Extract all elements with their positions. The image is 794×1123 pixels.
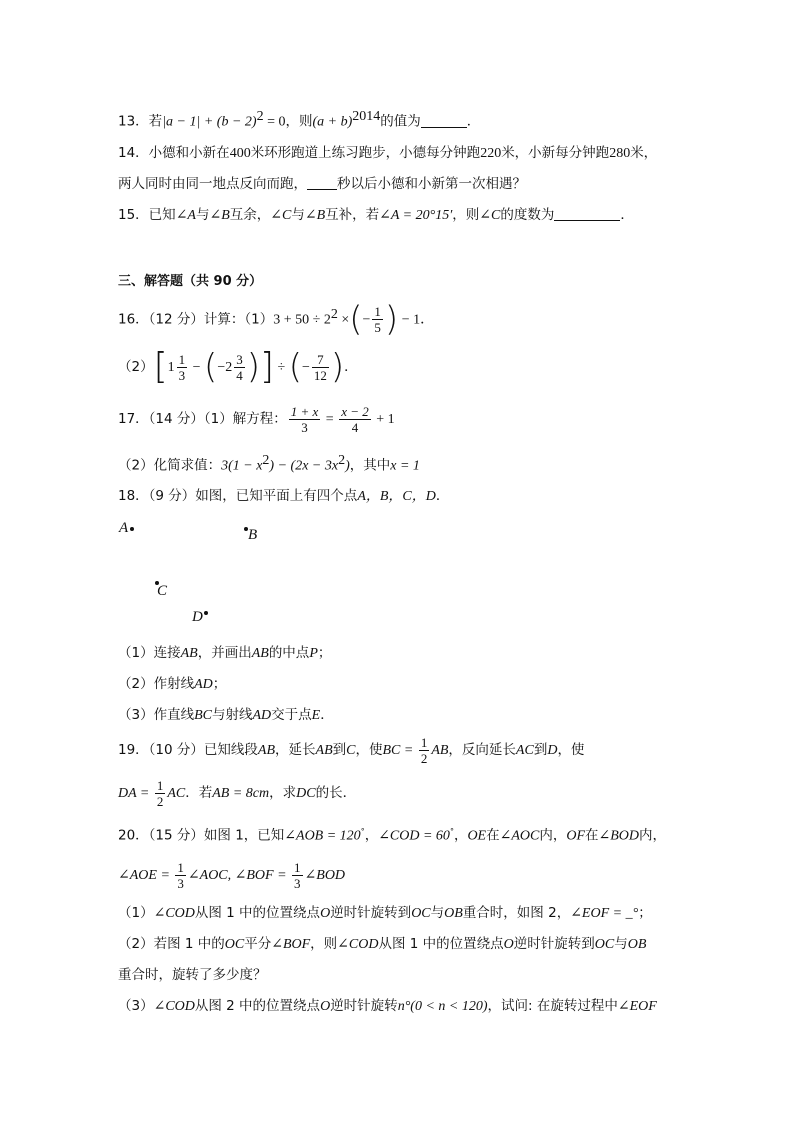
fraction: $\frac{1}{3}$ xyxy=(294,859,301,891)
section-heading: 三、解答题（共 90 分） xyxy=(118,274,263,289)
question-13: 13．若$|a - 1| + (b - 2)^2 = 0$，则$(a + b)^{2014}$的值为 ． xyxy=(118,109,481,130)
point-label-a: A xyxy=(119,520,129,536)
right-bracket: ] xyxy=(259,346,275,387)
question-19-line2: DA = $\frac{1}{2}$ AC．若AB = 8cm，求DC的长． xyxy=(118,777,357,809)
question-20-step3: （3）∠COD从图 2 中的位置绕点O逆时针旋转n°(0 < n < 120)，试问: 在旋转过程中∠EOF xyxy=(118,998,657,1014)
fraction: $\frac{1}{3}$ xyxy=(178,351,186,383)
fraction: $\frac{1}{3}$ xyxy=(177,859,184,891)
fraction: $\frac{1 + x}{3}$ xyxy=(290,403,319,435)
point-label-c: C xyxy=(157,583,168,599)
question-18-step2: （2）作射线AD； xyxy=(118,676,227,692)
question-16-part2: （2）[1 $\frac{1}{3}$ − (−2 $\frac{3}{4}$ )] ÷ (− $\frac{7}{12}$ )． xyxy=(118,346,358,387)
question-18-step3: （3）作直线BC与射线AD交于点E． xyxy=(118,707,334,723)
question-17-part1: 17．（14 分）（1）解方程： $\frac{1 + x}{3}$ = $\frac{x - 2}{4}$ + 1 xyxy=(118,403,395,435)
question-20-step2: （2）若图 1 中的OC平分∠BOF，则∠COD从图 1 中的位置绕点O逆时针旋转到OC与OB xyxy=(118,936,647,952)
question-20-step2-cont: 重合时，旋转了多少度？ xyxy=(118,967,267,983)
fraction: $\frac{1}{5}$ xyxy=(374,304,381,335)
left-paren: ( xyxy=(204,347,218,387)
question-16-part1: 16．（12 分）计算：$(1)3 + 50 \div 2^2$ ×(− $\frac{1}{5}$ ) − 1． xyxy=(118,299,435,340)
right-paren: ) xyxy=(384,299,399,340)
left-bracket: [ xyxy=(153,346,168,387)
question-18: 18．（9 分）如图，已知平面上有四个点A，B，C，D． xyxy=(118,488,450,504)
answer-blank[interactable] xyxy=(554,206,620,221)
question-18-step1: （1）连接AB，并画出AB的中点P； xyxy=(118,645,332,661)
question-20-line1: 20．（15 分）如图 1，已知∠AOB = 120°，∠COD = 60°，OE在∠AOC内，OF在∠BOD内， xyxy=(118,827,667,844)
fraction: $\frac{7}{12}$ xyxy=(313,351,327,383)
point-d-dot xyxy=(204,611,208,615)
left-paren: ( xyxy=(288,347,302,387)
question-14-line1: 14．小德和小新在400米环形跑道上练习跑步，小德每分钟跑220米，小新每分钟跑280米， xyxy=(118,145,658,161)
right-paren: ) xyxy=(330,347,345,387)
answer-blank[interactable] xyxy=(421,113,467,128)
fraction: $\frac{1}{2}$ xyxy=(420,734,428,766)
question-20-step1: （1）∠COD从图 1 中的位置绕点O逆时针旋转到OC与OB重合时，如图 2，∠EOF = _°； xyxy=(118,905,652,921)
point-label-d: D xyxy=(192,609,203,625)
fraction: $\frac{3}{4}$ xyxy=(236,351,243,383)
question-15: 15．已知∠A与∠B互余，∠C与∠B互补，若∠A = 20°15′，则∠C的度数为 ． xyxy=(118,207,634,223)
question-19-line1: 19．（10 分）已知线段AB，延长AB到C，使BC = $\frac{1}{2}$ AB，反向延长AC到D，使 xyxy=(118,734,585,766)
point-a-dot xyxy=(130,527,134,531)
fraction: $\frac{1}{2}$ xyxy=(156,777,164,809)
answer-blank[interactable] xyxy=(307,175,337,190)
fraction: $\frac{x - 2}{4}$ xyxy=(341,403,369,435)
question-20-line2: ∠AOE = $\frac{1}{3}$ ∠AOC, ∠BOF = $\frac{1}{3}$ ∠BOD xyxy=(118,859,346,891)
question-14-line2: 两人同时由同一地点反向而跑， 秒以后小德和小新第一次相遇？ xyxy=(118,176,526,192)
left-paren: ( xyxy=(349,299,363,340)
question-17-part2: （2）化简求值：$3(1 - x^2) - (2x - 3x^2)$，其中x = 1 xyxy=(118,453,420,474)
point-label-b: B xyxy=(248,527,258,543)
right-paren: ) xyxy=(246,347,260,387)
